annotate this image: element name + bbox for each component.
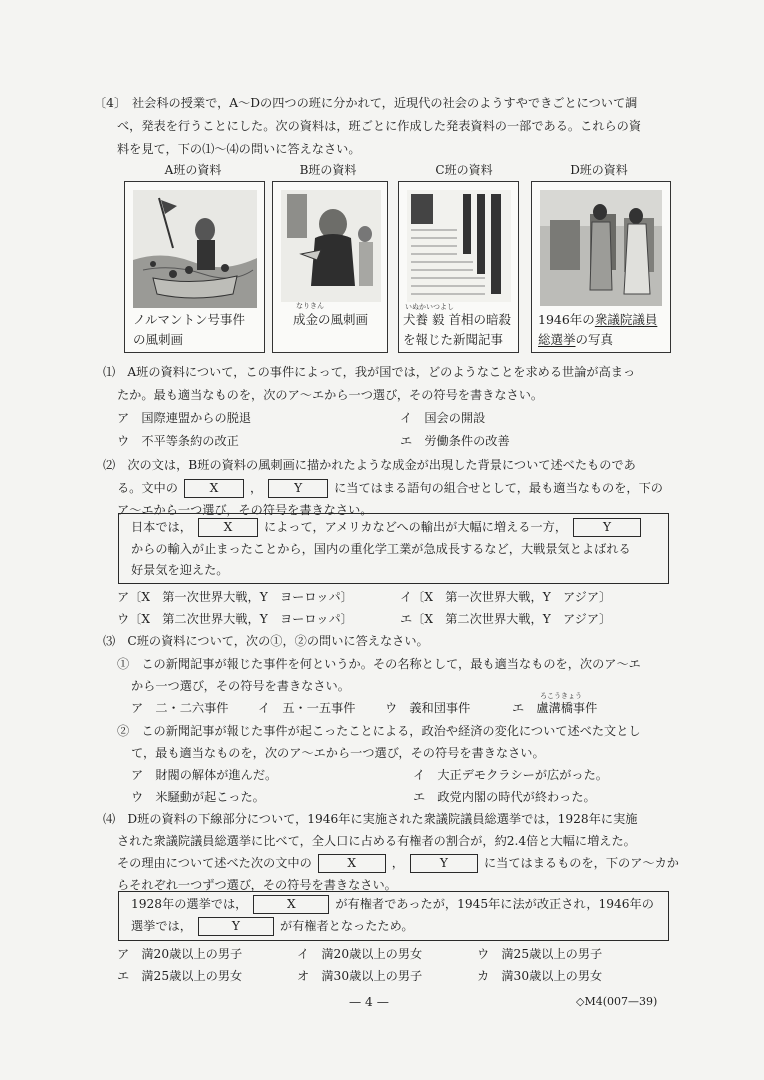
- q3-sub2-choice-a: ア 財閥の解体が進んだ。: [131, 768, 278, 782]
- q4-box-head: 1928年の選挙では，: [131, 897, 248, 911]
- q1-choice-e: エ 労働条件の改善: [400, 434, 510, 448]
- normanton-caricature-image: [133, 190, 257, 308]
- q2-line-2-tail: に当てはまる語句の組合せとして，最も適当なものを，下の: [334, 481, 663, 495]
- q4-line-3-head: その理由について述べた次の文中の: [117, 856, 312, 870]
- q4-line-1: ⑷ D班の資料の下線部分について，1946年に実施された衆議院議員総選挙では，1928年に実施: [103, 812, 638, 826]
- intro-line-3: 料を見て，下の⑴～⑷の問いに答えなさい。: [117, 142, 361, 156]
- q2-line-2-head: る。文中の: [117, 481, 178, 495]
- q2-box-mid: によって，アメリカなどへの輸出が大幅に増える一方，: [263, 520, 568, 534]
- q1-line-2: たか。最も適当なものを，次のア～エから一つ選び，その符号を書きなさい。: [117, 388, 544, 402]
- q4-box-tail-head: 選挙では，: [131, 919, 192, 933]
- q2-choice-i: イ〔X 第一次世界大戦，Y アジア〕: [400, 590, 612, 604]
- q3-sub2-choice-i: イ 大正デモクラシーが広がった。: [413, 768, 608, 782]
- panel-c-caption-1: 犬養 毅 首相の暗殺: [403, 312, 511, 327]
- panel-d-caption-tail: の写真: [575, 332, 614, 347]
- q2-comma: ，: [249, 481, 263, 495]
- q4-line-2: された衆議院議員総選挙に比べて，全人口に占める有権者の割合が，約2.4倍と大幅に増えた。: [117, 834, 636, 848]
- q4-choice-u: ウ 満25歳以上の男子: [477, 947, 603, 961]
- q4-box-x: X: [253, 895, 329, 914]
- newspaper-image: [407, 190, 511, 302]
- q4-comma: ，: [391, 856, 404, 870]
- intro-line-1: 社会科の授業で，A～Dの四つの班に分かれて，近現代の社会のようすやできごとについて調: [132, 96, 638, 110]
- election-photo-image: [540, 190, 662, 306]
- panel-title-c: C班の資料: [435, 163, 493, 177]
- panel-d-caption-2: [538, 330, 613, 350]
- q3-sub1-choice-a: ア 二・二六事件: [131, 701, 229, 715]
- q4-line-3-tail: に当てはまるものを，下のア～カか: [483, 856, 679, 870]
- q2-line-1: ⑵ 次の文は，B班の資料の風刺画に描かれたような成金が出現した背景について述べたものであ: [103, 458, 636, 472]
- q2-line-2: [117, 478, 663, 498]
- panel-b: [272, 181, 388, 353]
- q4-choice-i: イ 満20歳以上の男女: [297, 947, 423, 961]
- q2-box-y: Y: [573, 518, 641, 537]
- q2-choice-u: ウ〔X 第二次世界大戦，Y ヨーロッパ〕: [117, 612, 353, 626]
- q2-box-head: 日本では，: [131, 520, 192, 534]
- q3-sub2-line-1: ② この新聞記事が報じた事件が起こったことによる，政治や経済の変化について述べた文とし: [117, 724, 641, 738]
- panel-a-caption-1: ノルマントン号事件: [133, 312, 246, 327]
- q4-x-blank: X: [318, 854, 386, 873]
- narikin-caricature-image: [281, 190, 381, 302]
- q3-sub1-choice-u: ウ 義和団事件: [385, 701, 471, 715]
- q2-line-3: ア～エから一つ選び，その符号を書きなさい。: [117, 503, 373, 517]
- q4-choice-a: ア 満20歳以上の男子: [117, 947, 243, 961]
- q3-line: ⑶ C班の資料について，次の①，②の問いに答えなさい。: [103, 634, 429, 648]
- panel-a-caption-2: の風刺画: [133, 332, 184, 347]
- page-number: — 4 —: [349, 995, 389, 1009]
- question-number: 〔4〕: [94, 96, 127, 110]
- q3-sub2-choice-u: ウ 米騒動が起こった。: [131, 790, 265, 804]
- q3-sub2-line-2: て，最も適当なものを，次のア～エから一つ選び，その符号を書きなさい。: [131, 746, 545, 760]
- q1-choice-a: ア 国際連盟からの脱退: [117, 411, 252, 425]
- q4-choice-ka: カ 満30歳以上の男女: [477, 969, 603, 983]
- panel-d: [531, 181, 671, 353]
- panel-c-ruby: いぬかいつよし: [405, 303, 454, 311]
- q4-line-3: [117, 853, 679, 873]
- q4-choice-o: オ 満30歳以上の男子: [297, 969, 423, 983]
- panel-d-caption-underlined-1: 衆議院議員: [594, 312, 658, 327]
- q3-rokokyo-ruby: ろこうきょう: [540, 692, 582, 700]
- q2-box-line-2: からの輸入が止まったことから，国内の重化学工業が急成長するなど，大戦景気とよばれる: [131, 542, 631, 556]
- q3-sub2-choice-e: エ 政党内閣の時代が終わった。: [413, 790, 596, 804]
- q2-box-line-1: [131, 517, 647, 537]
- q2-box-line-3: 好景気を迎えた。: [131, 563, 229, 577]
- q4-box-line-2: [131, 916, 414, 936]
- q2-choice-e: エ〔X 第二次世界大戦，Y アジア〕: [400, 612, 612, 626]
- panel-title-a: A班の資料: [164, 163, 222, 177]
- q4-box-mid: が有権者であったが，1945年に法が改正され，1946年の: [335, 897, 654, 911]
- q2-choice-a: ア〔X 第一次世界大戦，Y ヨーロッパ〕: [117, 590, 353, 604]
- q3-sub1-choice-i: イ 五・一五事件: [258, 701, 356, 715]
- q2-y-blank: Y: [268, 479, 328, 498]
- q1-choice-u: ウ 不平等条約の改正: [117, 434, 239, 448]
- panel-d-caption-underlined-2: 総選挙: [538, 332, 576, 347]
- panel-a: [124, 181, 265, 353]
- panel-c-caption-2: を報じた新聞記事: [403, 332, 504, 347]
- q1-choice-i: イ 国会の開設: [400, 411, 486, 425]
- intro-line-2: べ，発表を行うことにした。次の資料は，班ごとに作成した発表資料の一部である。これらの資: [117, 119, 642, 133]
- q1-line-1: ⑴ A班の資料について，この事件によって，我が国では，どのようなことを求める世論が高まっ: [103, 365, 636, 379]
- panel-c: [398, 181, 519, 353]
- q4-y-blank: Y: [410, 854, 478, 873]
- panel-b-caption: 成金の風刺画: [293, 312, 369, 327]
- panel-title-b: B班の資料: [299, 163, 357, 177]
- q2-box-x: X: [198, 518, 258, 537]
- panel-title-d: D班の資料: [570, 163, 628, 177]
- q3-sub1-line-1: ① この新聞記事が報じた事件を何というか。その名称として，最も適当なものを，次のア～エ: [117, 657, 641, 671]
- q4-box-line-1: [131, 894, 654, 914]
- q4-choice-e: エ 満25歳以上の男女: [117, 969, 243, 983]
- panel-d-caption-1: [538, 310, 657, 330]
- q3-sub1-choice-e: エ 盧溝橋事件: [512, 701, 598, 715]
- q2-x-blank: X: [184, 479, 244, 498]
- panel-b-ruby: なりきん: [296, 302, 324, 310]
- q4-box-tail: が有権者となったため。: [279, 919, 414, 933]
- q4-box-y: Y: [198, 917, 274, 936]
- q3-sub1-line-2: から一つ選び，その符号を書きなさい。: [131, 679, 350, 693]
- exam-code: ◇M4(007—39): [576, 995, 658, 1008]
- q4-line-4: らそれぞれ一つずつ選び，その符号を書きなさい。: [117, 878, 397, 892]
- panel-d-caption-year: 1946年の: [538, 312, 595, 327]
